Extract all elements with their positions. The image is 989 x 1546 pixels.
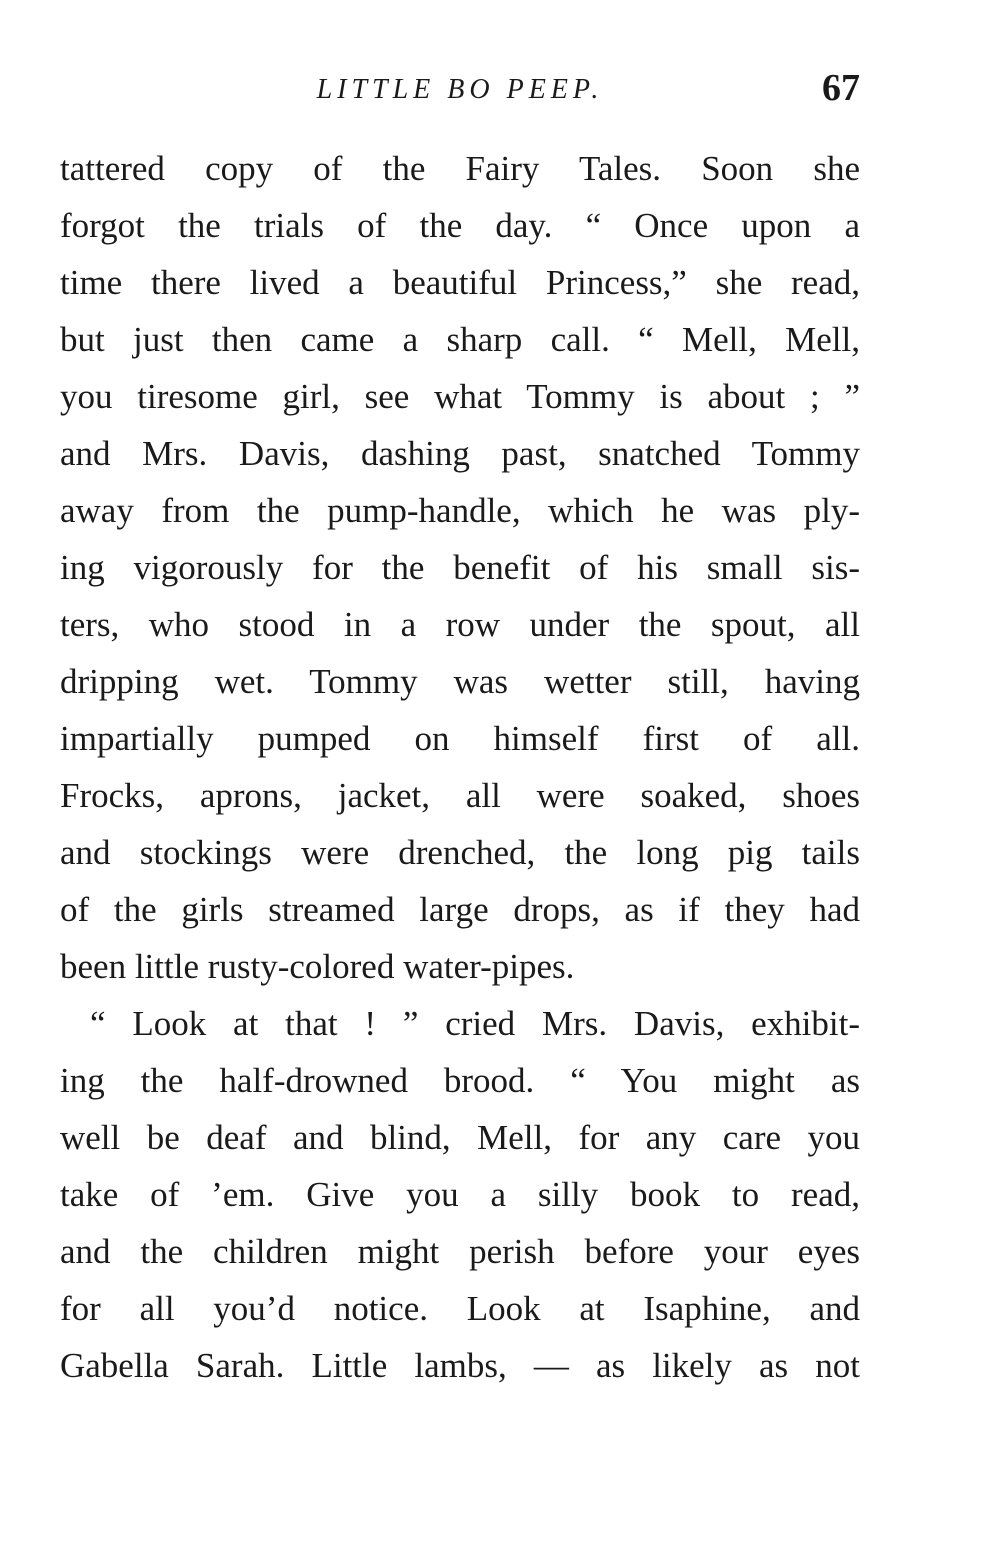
text-line: time there lived a beautiful Princess,” she read, [60, 263, 860, 302]
body-text [60, 140, 860, 1394]
text-line: but just then came a sharp call. “ Mell, Mell, [60, 320, 860, 359]
text-line: “ Look at that ! ” cried Mrs. Davis, exhibit- [90, 1004, 860, 1043]
running-head [60, 66, 860, 116]
text-line: forgot the trials of the day. “ Once upon a [60, 206, 860, 245]
text-line: of the girls streamed large drops, as if they had [60, 890, 860, 929]
text-line: been little rusty-colored water-pipes. [60, 947, 575, 986]
text-line: Gabella Sarah. Little lambs, — as likely as not [60, 1346, 860, 1385]
page-number: 67 [822, 67, 860, 109]
text-line: and the children might perish before your eyes [60, 1232, 860, 1271]
text-line: away from the pump-handle, which he was ply- [60, 491, 860, 530]
text-line: ters, who stood in a row under the spout, all [60, 605, 860, 644]
text-line: and stockings were drenched, the long pig tails [60, 833, 860, 872]
text-line: for all you’d notice. Look at Isaphine, and [60, 1289, 860, 1328]
text-line: ing the half-drowned brood. “ You might as [60, 1061, 860, 1100]
text-line: tattered copy of the Fairy Tales. Soon she [60, 149, 860, 188]
text-line: impartially pumped on himself first of all. [60, 719, 860, 758]
text-line: Frocks, aprons, jacket, all were soaked, shoes [60, 776, 860, 815]
text-line: well be deaf and blind, Mell, for any care you [60, 1118, 860, 1157]
text-line: dripping wet. Tommy was wetter still, having [60, 662, 860, 701]
text-line: ing vigorously for the benefit of his small sis- [60, 548, 860, 587]
text-line: take of ’em. Give you a silly book to read, [60, 1175, 860, 1214]
text-line: and Mrs. Davis, dashing past, snatched Tommy [60, 434, 860, 473]
text-line: you tiresome girl, see what Tommy is about ; ” [60, 377, 860, 416]
running-title: LITTLE BO PEEP. [316, 74, 604, 105]
